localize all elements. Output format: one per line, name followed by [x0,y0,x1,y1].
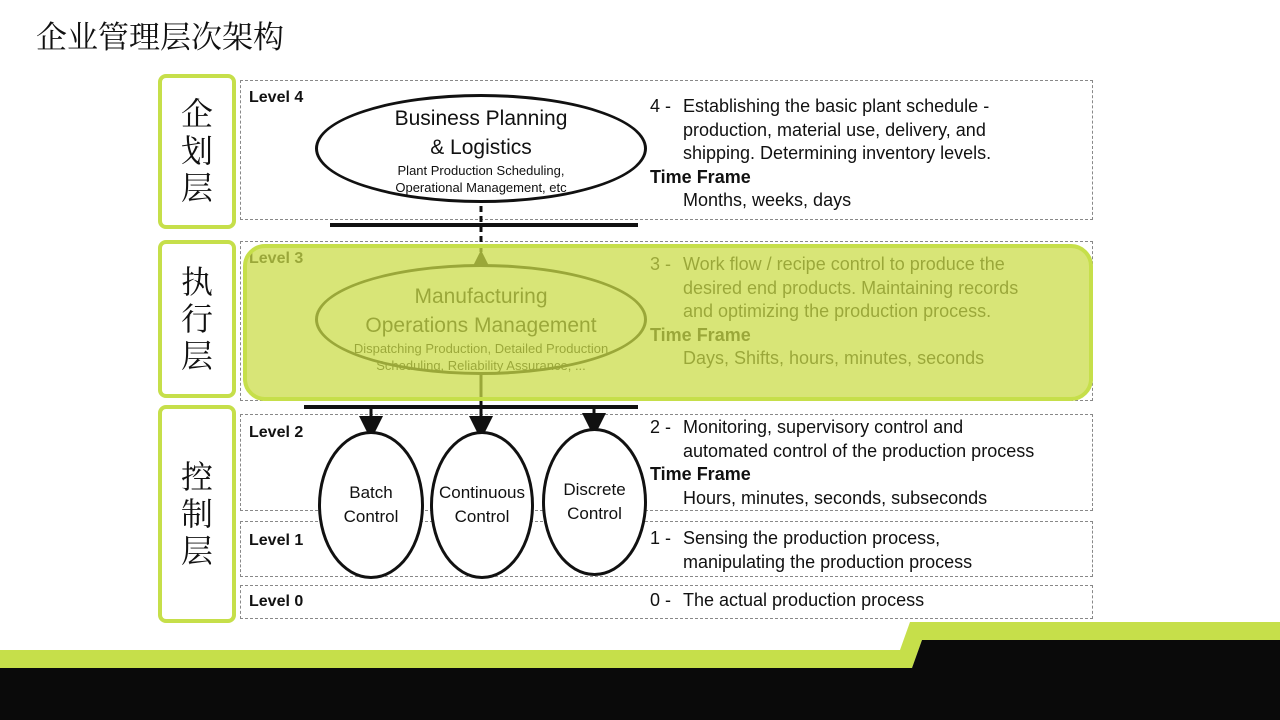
slide-title: 企业管理层次架构 [36,20,284,56]
level-2-line-2: automated control of the production process [683,440,1035,461]
layer-execution-label: 执行层 [180,262,213,375]
business-planning-title-2: & Logistics [430,136,532,159]
discrete-control-line-2: Control [567,504,622,523]
layer-planning-label: 企划层 [180,95,213,207]
business-planning-sub-1: Plant Production Scheduling, [397,163,565,178]
level-1-description [650,527,1070,574]
discrete-control-node [542,428,647,576]
level-3-highlight [243,244,1093,401]
level-1-line-1: Sensing the production process, [683,528,941,548]
batch-control-line-1: Batch [349,483,393,502]
level-4-label: Level 4 [249,89,304,106]
batch-control-node [318,431,424,579]
level-1-line-2: manipulating the production process [683,551,973,572]
business-planning-node [315,94,647,203]
level-0-line-1: The actual production process [683,590,925,610]
continuous-control-node [430,431,534,579]
level-0-description [650,589,1070,613]
level-4-line-1: Establishing the basic plant schedule - [683,96,990,116]
level-2-description [650,416,1090,510]
continuous-control-line-2: Control [454,507,510,526]
level-4-separator-bar [330,223,638,227]
business-planning-title-1: Business Planning [394,107,568,130]
layer-control-label: 控制层 [180,457,213,570]
business-planning-sub-2: Operational Management, etc [395,180,567,195]
level-1-num: 1 - [650,528,672,548]
level-2-label: Level 2 [249,424,304,441]
level-4-timeframe: Months, weeks, days [683,190,852,210]
level-4-timeframe-label: Time Frame [650,166,751,187]
level-4-line-2: production, material use, delivery, and [683,119,986,140]
level-0-label: Level 0 [249,593,304,610]
level-4-description [650,95,1070,213]
discrete-control-line-1: Discrete [563,480,626,499]
level-2-timeframe: Hours, minutes, seconds, subseconds [683,487,988,508]
level-1-label: Level 1 [249,532,304,549]
footer-band [0,622,1280,720]
level-2-line-1: Monitoring, supervisory control and [683,417,964,437]
level-4-line-3: shipping. Determining inventory levels. [683,143,992,163]
level-2-separator-bar [304,405,638,409]
level-2-num: 2 - [650,417,672,437]
batch-control-line-2: Control [343,507,399,526]
level-4-num: 4 - [650,96,672,116]
continuous-control-line-1: Continuous [438,483,525,502]
level-2-timeframe-label: Time Frame [650,464,751,484]
level-0-num: 0 - [650,590,672,610]
